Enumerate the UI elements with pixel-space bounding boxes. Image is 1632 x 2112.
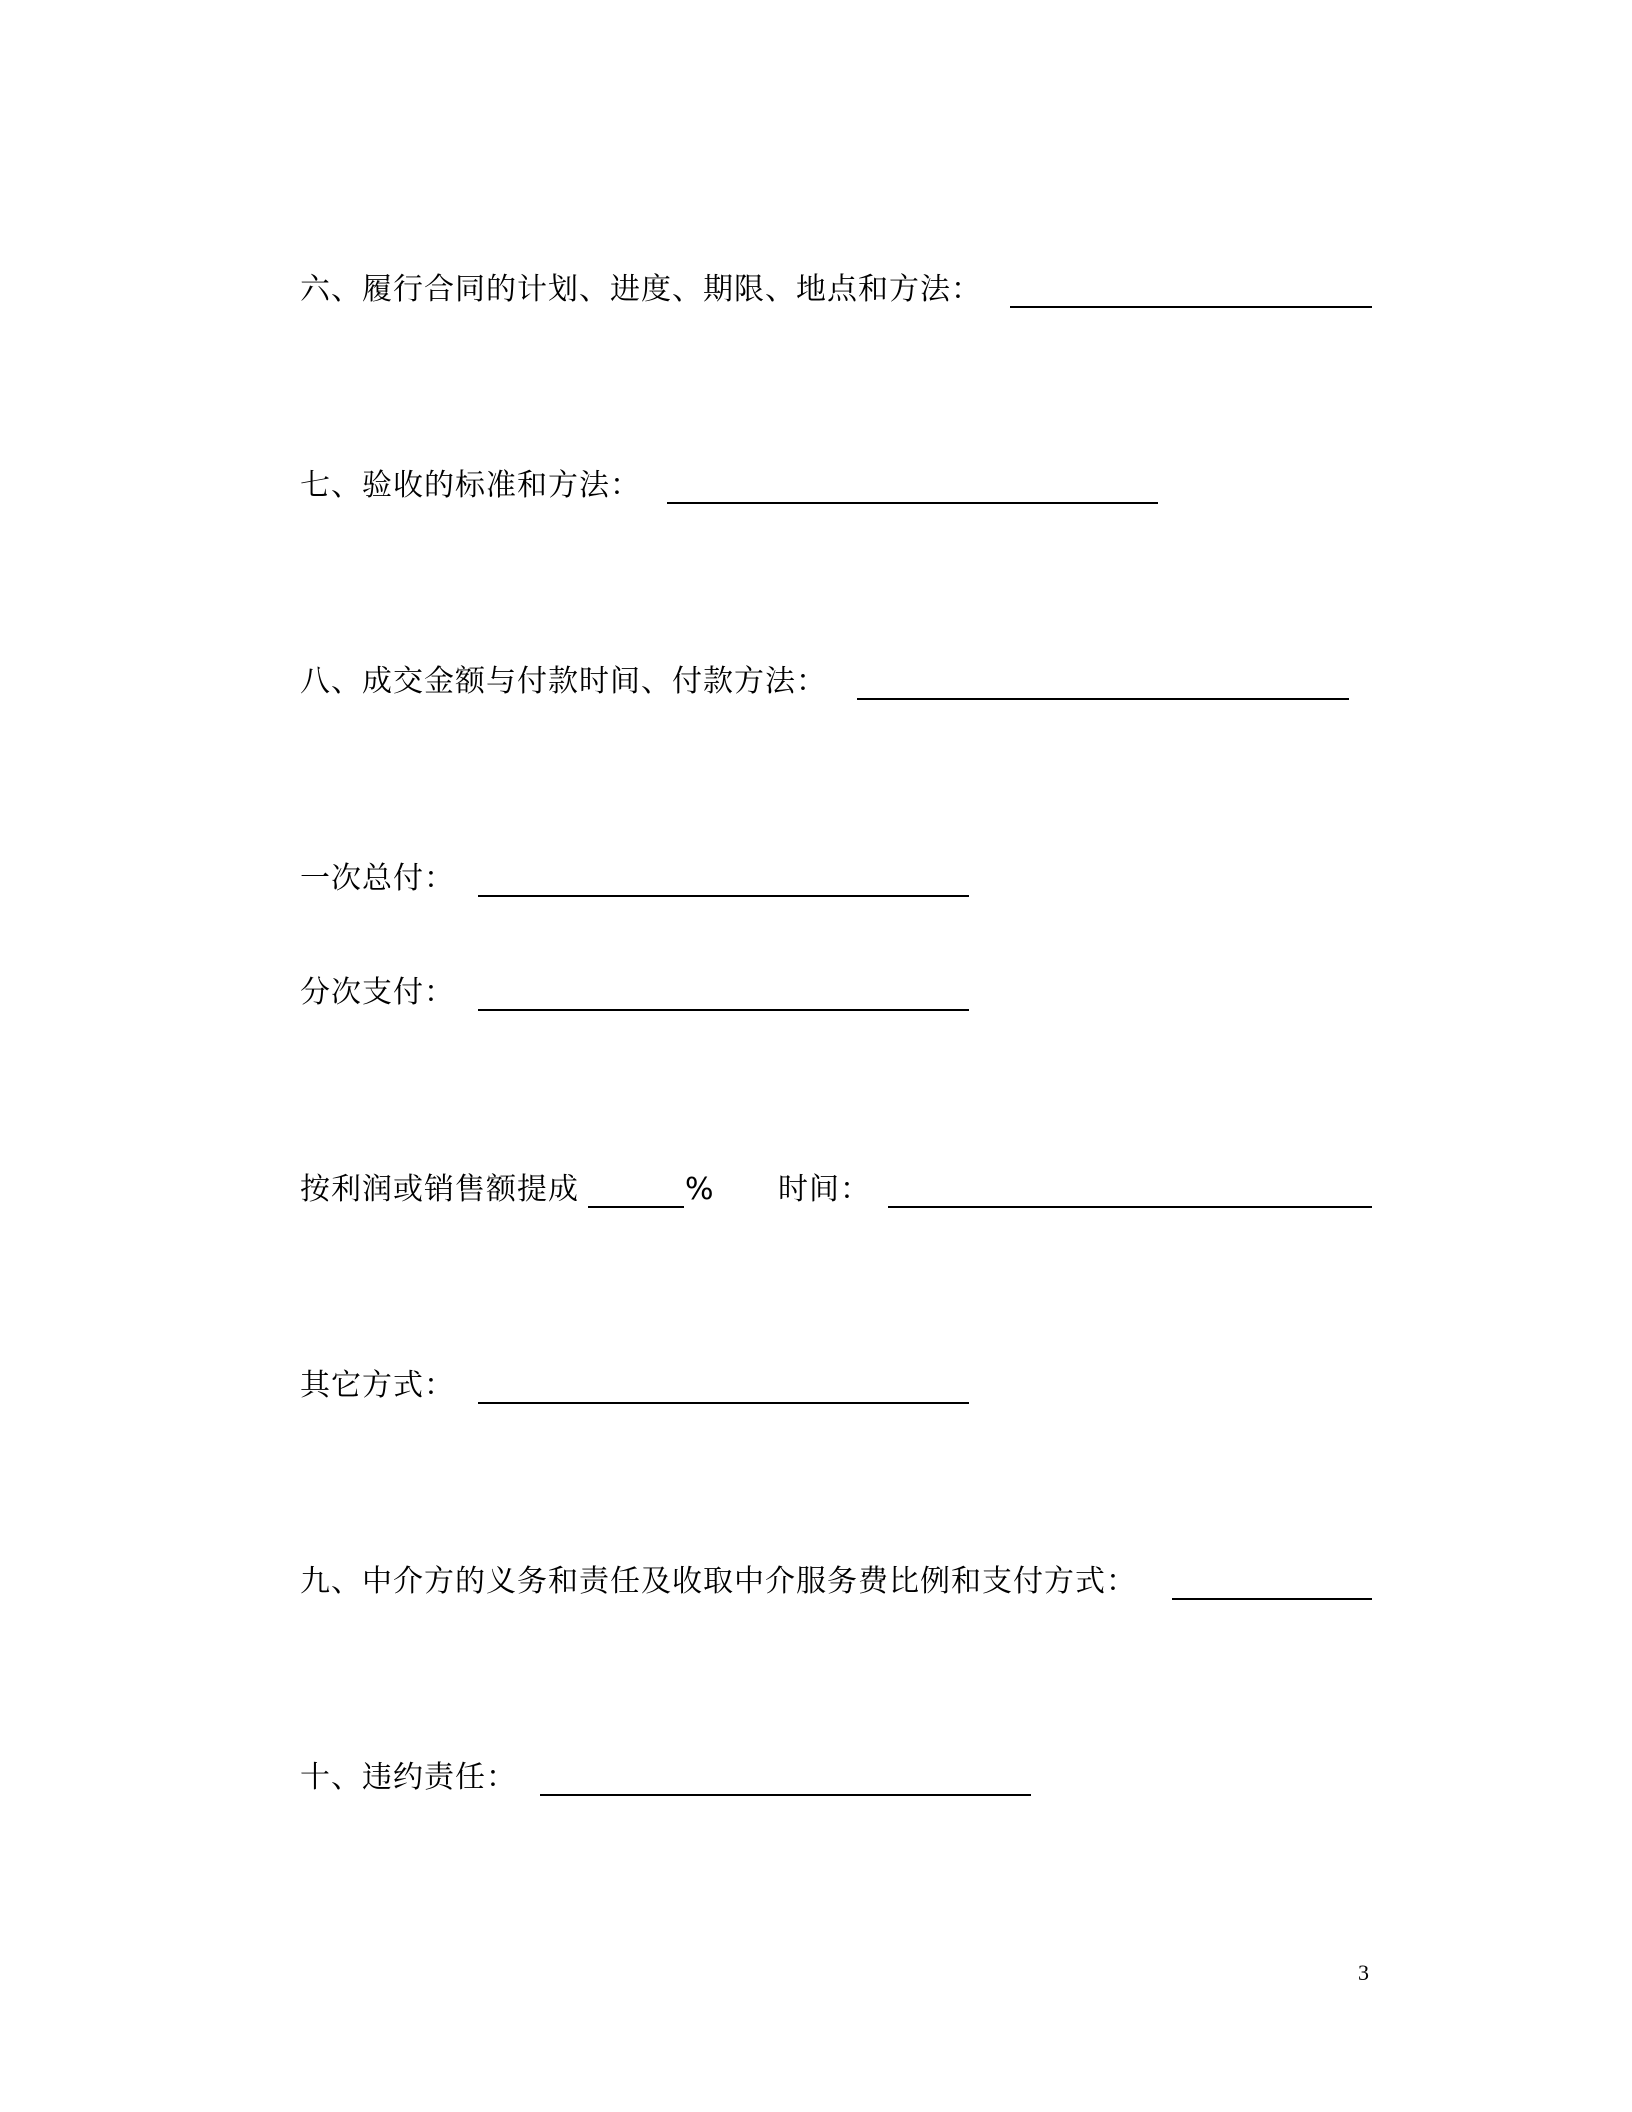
percent-sign: % [685,1172,714,1207]
commission-time-label: 时间： [778,1172,871,1207]
section-8-row [300,664,1380,700]
section-9-row [300,1564,1380,1600]
commission-row [300,1172,1380,1208]
section-7-label: 七、验收的标准和方法： [300,468,641,503]
section-10-row [300,1760,1380,1796]
section-10-label: 十、违约责任： [300,1760,517,1795]
section-6-blank [1010,306,1372,308]
section-8-blank [857,698,1349,700]
commission-label: 按利润或销售额提成 [300,1172,579,1207]
page-number: 3 [1358,1960,1369,1985]
section-10-blank [540,1794,1031,1796]
installment-blank [478,1009,969,1011]
lump-sum-label: 一次总付： [300,861,455,896]
section-7-row [300,468,1380,504]
section-6-label: 六、履行合同的计划、进度、期限、地点和方法： [300,272,982,307]
section-7-blank [667,502,1158,504]
installment-label: 分次支付： [300,975,455,1010]
commission-time-blank [888,1206,1372,1208]
section-8-label: 八、成交金额与付款时间、付款方法： [300,664,827,699]
section-6-row [300,272,1380,308]
section-9-blank [1172,1598,1372,1600]
section-9-label: 九、中介方的义务和责任及收取中介服务费比例和支付方式： [300,1564,1137,1599]
lump-sum-blank [478,895,969,897]
other-method-label: 其它方式： [300,1368,455,1403]
lump-sum-row [300,861,1380,897]
commission-percent-blank [588,1206,684,1208]
other-method-row [300,1368,1380,1404]
other-method-blank [478,1402,969,1404]
installment-row [300,975,1380,1011]
